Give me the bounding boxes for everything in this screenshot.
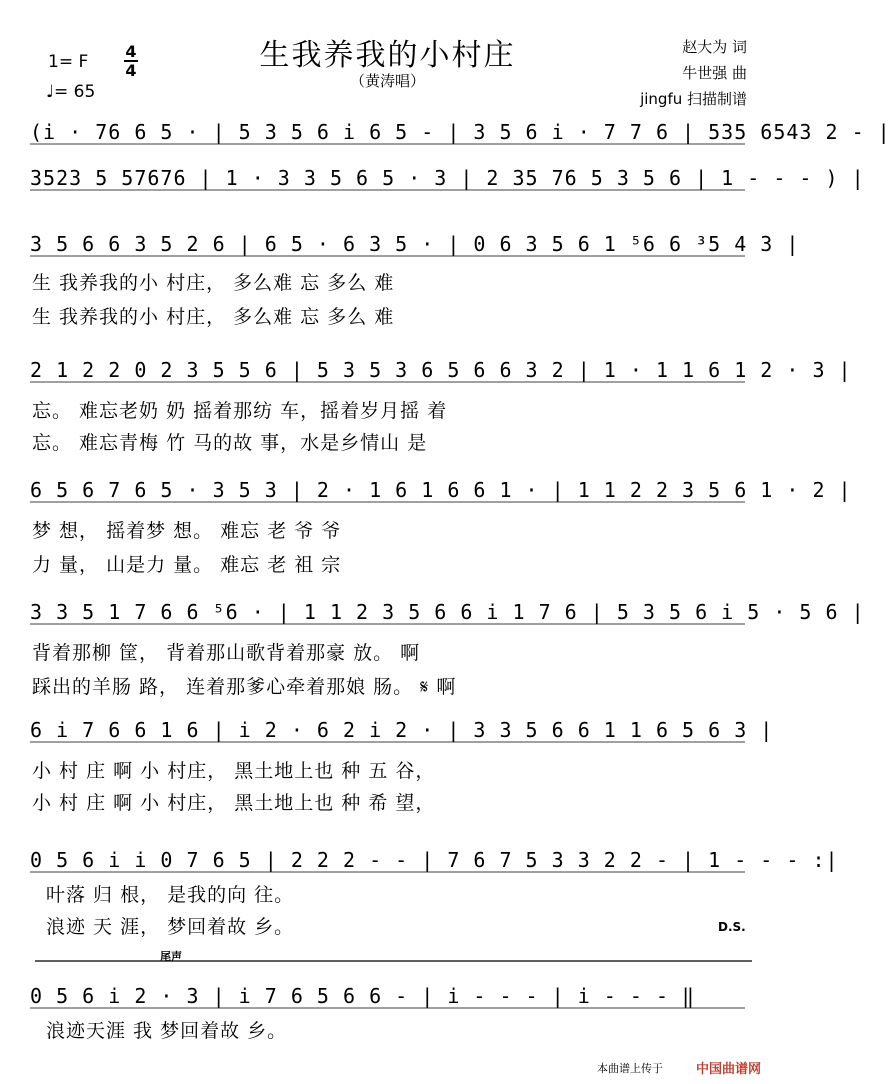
lyric-line: 叶落 归 根， 是我的向 往。	[46, 884, 295, 906]
lyric-line: 生 我养我的小 村庄， 多么难 忘 多么 难	[32, 306, 395, 328]
lyric-line: 小 村 庄 啊 小 村庄， 黑土地上也 种 五 谷，	[32, 760, 436, 782]
lyricist-credit: 赵大为 词	[682, 38, 747, 56]
lyric-line: 忘。 难忘老奶 奶 摇着那纺 车，摇着岁月摇 着	[32, 400, 448, 422]
coda-label: 尾声	[160, 950, 182, 963]
singer-credit: （黄涛唱）	[349, 72, 425, 90]
notation-line: 2 1 2 2 0 2 3 5 5 6 | 5 3 5 3 6 5 6 6 3 2 | 1 · 1 1 6 1 2 · 3 |	[30, 358, 852, 382]
lyric-line: 力 量， 山是力 量。 难忘 老 祖 宗	[32, 554, 342, 576]
lyric-line: 小 村 庄 啊 小 村庄， 黑土地上也 种 希 望，	[32, 792, 436, 814]
time-signature: 4 4	[125, 42, 137, 80]
notation-line: (i · 76 6 5 · | 5 3 5 6 i 6 5 - | 3 5 6 i · 7 7 6 | 535 6543 2 - |	[30, 120, 891, 144]
lyric-line: 浪迹 天 涯， 梦回着故 乡。	[46, 916, 295, 938]
lyric-line: 生 我养我的小 村庄， 多么难 忘 多么 难	[32, 272, 395, 294]
lyric-line: 梦 想， 摇着梦 想。 难忘 老 爷 爷	[32, 520, 342, 542]
lyric-line: 背着那柳 筐， 背着那山歌背着那豪 放。 啊	[32, 642, 421, 664]
lyric-line: 浪迹天涯 我 梦回着故 乡。	[46, 1020, 288, 1042]
site-logo: 中国曲谱网	[695, 1062, 761, 1077]
song-title: 生我养我的小村庄	[259, 38, 516, 73]
notation-line: 6 5 6 7 6 5 · 3 5 3 | 2 · 1 6 1 6 6 1 · | 1 1 2 2 3 5 6 1 · 2 |	[30, 478, 852, 502]
notation-line: 3 5 6 6 3 5 2 6 | 6 5 · 6 3 5 · | 0 6 3 5 6 1 ⁵6 6 ³5 4 3 |	[30, 232, 800, 256]
notation-line: 0 5 6 i 2 · 3 | i 7 6 5 6 6 - | i - - - | i - - - ‖	[30, 984, 696, 1008]
notation-line: 6 i 7 6 6 1 6 | i 2 · 6 2 i 2 · | 3 3 5 6 6 1 1 6 5 6 3 |	[30, 718, 774, 742]
lyric-line: 踩出的羊肠 路， 连着那爹心牵着那娘 肠。 𝄋 啊	[32, 676, 457, 698]
composer-credit: 牛世强 曲	[682, 64, 747, 82]
dal-segno-marking: D.S.	[718, 920, 746, 934]
transcriber-credit: jingfu 扫描制谱	[640, 90, 747, 108]
tempo-marking: ♩= 65	[46, 82, 96, 102]
key-signature: 1= F	[48, 52, 89, 72]
notation-line: 3 3 5 1 7 6 6 ⁵6 · | 1 1 2 3 5 6 6 i 1 7 6 | 5 3 5 6 i 5 · 5 6 |	[30, 600, 865, 624]
notation-line: 3523 5 57676 | 1 · 3 3 5 6 5 · 3 | 2 35 76 5 3 5 6 | 1 - - - ) |	[30, 166, 865, 190]
footer-note: 本曲谱上传于	[597, 1062, 663, 1075]
lyric-line: 忘。 难忘青梅 竹 马的故 事，水是乡情山 是	[32, 432, 428, 454]
notation-line: 0 5 6 i i 0 7 6 5 | 2 2 2 - - | 7 6 7 5 3 3 2 2 - | 1 - - - :|	[30, 848, 839, 872]
